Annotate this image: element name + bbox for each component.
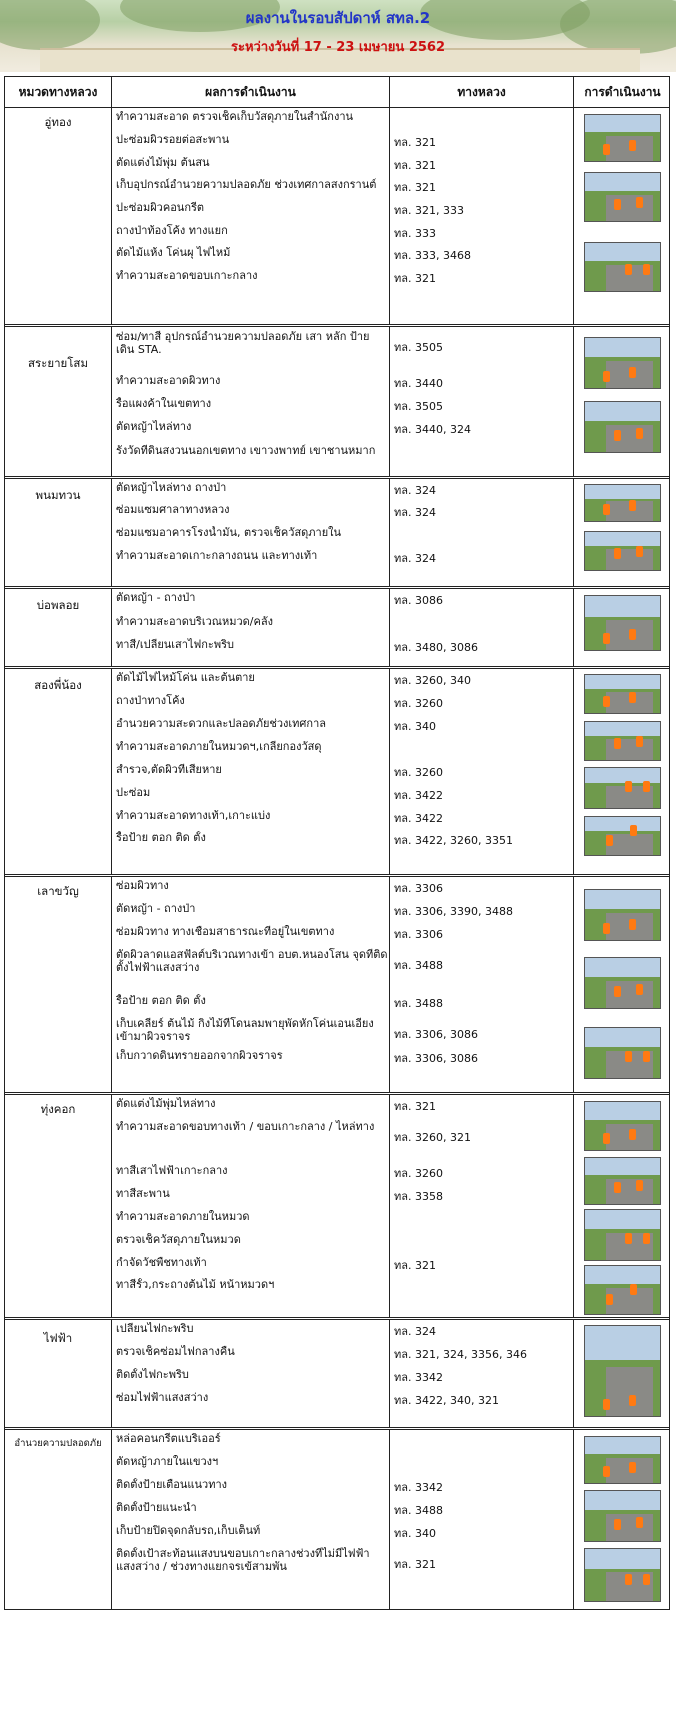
highway-number: ทล. 321	[394, 1558, 436, 1571]
highway-number: ทล. 3422, 3260, 3351	[394, 834, 513, 847]
task-text: ตัดหญ้าภายในแขวงฯ	[116, 1455, 219, 1468]
task-text: รื้อแผงค้าในเขตทาง	[116, 397, 212, 410]
task-text: ตัดหญ้า - ถางป่า	[116, 591, 196, 604]
task-text: ปะซ่อมผิวรอยต่อสะพาน	[116, 133, 230, 146]
task-text: ตัดไม้ไฟไหม้โค่น และต้นตาย	[116, 671, 255, 684]
highway-median-photo	[584, 484, 661, 522]
pole-painting-photo	[584, 1157, 661, 1205]
highway-cell	[390, 877, 574, 1092]
operation-photos-cell	[574, 1320, 671, 1427]
task-text: ทำความสะอาดภายในหมวดฯ,เกลี่ยกองวัสดุ	[116, 740, 322, 753]
task-text: รังวัดที่ดินสงวนนอกเขตทาง เขาวงพาทย์ เขาชานหมาก	[116, 444, 376, 457]
operation-photos-cell	[574, 327, 671, 476]
task-text: ทำความสะอาดบริเวณหมวด/คลัง	[116, 615, 273, 628]
highway-number: ทล. 340	[394, 720, 436, 733]
task-text: ตัดแต่งไม้พุ่ม ต้นสน	[116, 156, 210, 169]
district-cell	[5, 877, 112, 1092]
highway-number: ทล. 321	[394, 136, 436, 149]
highway-cell	[390, 589, 574, 666]
highway-number: ทล. 3488	[394, 1504, 443, 1517]
reflector-install-photo	[584, 1548, 661, 1602]
task-text: สำรวจ,ตัดผิวที่เสียหาย	[116, 763, 222, 776]
task-text: ตัดแต่งไม้พุ่มไหล่ทาง	[116, 1097, 216, 1110]
highway-number: ทล. 3260, 321	[394, 1131, 471, 1144]
result-cell	[112, 108, 390, 324]
task-text: ทำความสะอาดภายในหมวด	[116, 1210, 250, 1223]
task-text: ปะซ่อม	[116, 786, 151, 799]
task-text: ทาสีรั้ว,กระถางต้นไม้ หน้าหมวดฯ	[116, 1278, 275, 1291]
district-section	[5, 1430, 669, 1609]
operation-photos-cell	[574, 108, 671, 324]
task-text: ทำความสะอาดผิวทาง	[116, 374, 221, 387]
task-text: เก็บป้ายปิดจุดกลับรถ,เก็บเต็นท์	[116, 1524, 261, 1537]
highway-number: ทล. 3488	[394, 997, 443, 1010]
task-text: เปลี่ยนไฟกะพริบ	[116, 1322, 194, 1335]
district-cell	[5, 479, 112, 586]
compound-cleaning-photo	[584, 1209, 661, 1261]
road-grass-photo	[584, 957, 661, 1009]
task-text: ซ่อมแซมอาคารโรงน้ำมัน, ตรวจเช็ควัสดุภายใน	[116, 526, 342, 539]
task-text: ทำความสะอาดทางเท้า,เกาะแบ่ง	[116, 809, 271, 822]
highway-number: ทล. 321, 333	[394, 204, 464, 217]
highway-cell	[390, 1320, 574, 1427]
rural-road-photo	[584, 889, 661, 941]
district-name: เลาขวัญ	[37, 884, 79, 898]
result-cell	[112, 327, 390, 476]
task-text: ตัดไม้แห้ง โค่นผุ ไฟไหม้	[116, 246, 231, 259]
highway-number: ทล. 340	[394, 1527, 436, 1540]
task-text: ตรวจเช็คซ่อมไฟกลางคืน	[116, 1345, 235, 1358]
operation-photos-cell	[574, 1430, 671, 1609]
district-name: สองพี่น้อง	[34, 678, 82, 692]
table-body	[5, 108, 669, 1609]
district-section	[5, 877, 669, 1095]
highway-number: ทล. 321	[394, 1259, 436, 1272]
task-text: ทำความสะอาดขอบเกาะกลาง	[116, 269, 258, 282]
task-text: ตัดผิวลาดแอสฟัลต์บริเวณทางเข้า อบต.หนองโสน จุดที่ติดตั้งไฟฟ้าแสงสว่าง	[116, 948, 388, 974]
highway-number: ทล. 3480, 3086	[394, 641, 478, 654]
highway-cell	[390, 108, 574, 324]
pavement-cutting-photo	[584, 767, 661, 809]
highway-number: ทล. 3260, 340	[394, 674, 471, 687]
page-title: ผลงานในรอบสัปดาห์ สทล.2	[245, 9, 431, 27]
result-cell	[112, 479, 390, 586]
task-text: ซ่อม/ทาสี อุปกรณ์อำนวยความปลอดภัย เสา หลัก ป้าย เดิน STA.	[116, 330, 370, 356]
operation-photos-cell	[574, 877, 671, 1092]
highway-number: ทล. 321, 324, 3356, 346	[394, 1348, 527, 1361]
district-cell	[5, 1095, 112, 1317]
chevron-sign-photo	[584, 1436, 661, 1484]
highway-number: ทล. 321	[394, 181, 436, 194]
highway-number: ทล. 3306, 3086	[394, 1052, 478, 1065]
district-cell	[5, 327, 112, 476]
sign-install-photo	[584, 1490, 661, 1542]
district-name: ไฟฟ้า	[43, 1331, 73, 1345]
highway-number: ทล. 333	[394, 227, 436, 240]
task-text: ซ่อมผิวทาง	[116, 879, 169, 892]
highway-cell	[390, 669, 574, 874]
district-name: ทุ่งคอก	[40, 1102, 76, 1116]
highway-number: ทล. 3260	[394, 1167, 443, 1180]
highway-number: ทล. 3505	[394, 341, 443, 354]
highway-number: ทล. 3440, 324	[394, 423, 471, 436]
highway-number: ทล. 3422	[394, 789, 443, 802]
highway-cell	[390, 1430, 574, 1609]
highway-cell	[390, 479, 574, 586]
district-section	[5, 1095, 669, 1320]
result-cell	[112, 669, 390, 874]
workers-roadside-photo	[584, 242, 661, 292]
district-name: สระยายโสม	[27, 356, 89, 370]
task-text: ปะซ่อมผิวคอนกรีต	[116, 201, 205, 214]
task-text: ถางป่าท้องโค้ง ทางแยก	[116, 224, 228, 237]
highway-number: ทล. 3260	[394, 766, 443, 779]
task-text: เก็บกวาดดินทรายออกจากผิวจราจร	[116, 1049, 283, 1062]
highway-number: ทล. 3306, 3086	[394, 1028, 478, 1041]
highway-number: ทล. 3505	[394, 400, 443, 413]
task-text: ซ่อมผิวทาง ทางเชื่อมสาธารณะที่อยู่ในเขตทาง	[116, 925, 335, 938]
district-section	[5, 327, 669, 479]
task-text: กำจัดวัชพืชทางเท้า	[116, 1256, 207, 1269]
task-text: ติดตั้งป้ายแนะนำ	[116, 1501, 197, 1514]
highway-number: ทล. 3488	[394, 959, 443, 972]
district-name: อำนวยความปลอดภัย	[14, 1438, 102, 1449]
task-text: ทาสีสะพาน	[116, 1187, 170, 1200]
task-text: ซ่อมไฟฟ้าแสงสว่าง	[116, 1391, 209, 1404]
column-header-highway: ทางหลวง	[390, 77, 574, 107]
highway-number: ทล. 3086	[394, 594, 443, 607]
highway-number: ทล. 333, 3468	[394, 249, 471, 262]
highway-number: ทล. 3342	[394, 1481, 443, 1494]
highway-number: ทล. 3306, 3390, 3488	[394, 905, 513, 918]
district-section	[5, 479, 669, 589]
highway-number: ทล. 324	[394, 484, 436, 497]
operation-photos-cell	[574, 479, 671, 586]
road-shoulder-photo	[584, 172, 661, 222]
task-text: เก็บเคลียร์ ต้นไม้ กิ่งไม้ที่โดนลมพายุพัดหักโค่นเอนเอียงเข้ามาผิวจราจร	[116, 1017, 374, 1043]
result-cell	[112, 589, 390, 666]
district-cell	[5, 1430, 112, 1609]
district-name: อู่ทอง	[44, 115, 72, 129]
table-header	[5, 77, 669, 108]
highway-number: ทล. 3422	[394, 812, 443, 825]
district-section	[5, 589, 669, 669]
district-name: พนมทวน	[35, 488, 81, 502]
sidewalk-weeding-photo	[584, 1265, 661, 1315]
task-text: ซ่อมแซมศาลาทางหลวง	[116, 503, 230, 516]
highway-number: ทล. 3306	[394, 882, 443, 895]
highway-number: ทล. 3422, 340, 321	[394, 1394, 499, 1407]
result-cell	[112, 877, 390, 1092]
highway-cell	[390, 327, 574, 476]
result-cell	[112, 1095, 390, 1317]
highway-number: ทล. 3260	[394, 697, 443, 710]
highway-number: ทล. 324	[394, 506, 436, 519]
column-header-result: ผลการดำเนินงาน	[112, 77, 390, 107]
highway-number: ทล. 321	[394, 159, 436, 172]
task-text: ตัดหญ้าไหล่ทาง	[116, 420, 192, 433]
highway-cleaning-photo	[584, 531, 661, 571]
district-cell	[5, 669, 112, 874]
district-cell	[5, 1320, 112, 1427]
tree-cutting-photo	[584, 674, 661, 714]
task-text: ทำความสะอาดเกาะกลางถนน และทางเท้า	[116, 549, 318, 562]
highway-number: ทล. 3342	[394, 1371, 443, 1384]
page-header	[0, 0, 676, 72]
highway-number: ทล. 321	[394, 272, 436, 285]
column-header-district: หมวดทางหลวง	[5, 77, 112, 107]
district-section	[5, 1320, 669, 1430]
task-text: อำนวยความสะดวกและปลอดภัยช่วงเทศกาล	[116, 717, 326, 730]
task-text: ติดตั้งป้ายเตือนแนวทาง	[116, 1478, 228, 1491]
safety-cones-photo	[584, 816, 661, 856]
brush-clearing-photo	[584, 595, 661, 651]
task-text: เก็บอุปกรณ์อำนวยความปลอดภัย ช่วงเทศกาลสงกรานต์	[116, 178, 377, 191]
task-text: ทำความสะอาดขอบทางเท้า / ขอบเกาะกลาง / ไหล่ทาง	[116, 1120, 375, 1133]
task-text: ทาสีเสาไฟฟ้าเกาะกลาง	[116, 1164, 228, 1177]
workers-repair-photo	[584, 337, 661, 389]
task-text: รื้อป้าย ตอก ติด ตั้ง	[116, 994, 206, 1007]
roadside-work-photo	[584, 721, 661, 761]
district-name: บ่อพลอย	[36, 598, 80, 612]
task-text: ติดตั้งเป้าสะท้อนแสงบนขอบเกาะกลางช่วงที่ไม่มีไฟฟ้าแสงสว่าง / ช่วงทางแยกจรเข้สามพัน	[116, 1547, 370, 1573]
operation-photos-cell	[574, 589, 671, 666]
highway-number: ทล. 3440	[394, 377, 443, 390]
highway-number: ทล. 324	[394, 1325, 436, 1338]
highway-number: ทล. 324	[394, 552, 436, 565]
district-cell	[5, 108, 112, 324]
task-text: ตัดหญ้า - ถางป่า	[116, 902, 196, 915]
report-table	[4, 76, 670, 1610]
task-text: ถางป่าทางโค้ง	[116, 694, 185, 707]
highway-cell	[390, 1095, 574, 1317]
operation-photos-cell	[574, 1095, 671, 1317]
task-text: หล่อคอนกรีตแบริเออร์	[116, 1432, 221, 1445]
task-text: ตรวจเช็ควัสดุภายในหมวด	[116, 1233, 241, 1246]
column-header-operation: การดำเนินงาน	[584, 85, 661, 99]
district-section	[5, 108, 669, 327]
flower-median-photo	[584, 1101, 661, 1151]
operation-photos-cell	[574, 669, 671, 874]
asphalt-roller-photo	[584, 1027, 661, 1079]
page-subtitle: ระหว่างวันที่ 17 - 23 เมษายน 2562	[230, 40, 445, 55]
highway-number: ทล. 3306	[394, 928, 443, 941]
street-lamp-photo	[584, 1325, 661, 1417]
highway-number: ทล. 3358	[394, 1190, 443, 1203]
task-text: รื้อป้าย ตอก ติด ตั้ง	[116, 831, 206, 844]
result-cell	[112, 1320, 390, 1427]
result-cell	[112, 1430, 390, 1609]
workers-cleaning-photo	[584, 114, 661, 162]
district-section	[5, 669, 669, 877]
task-text: ติดตั้งไฟกะพริบ	[116, 1368, 189, 1381]
district-cell	[5, 589, 112, 666]
task-text: ตัดหญ้าไหล่ทาง ถางป่า	[116, 481, 227, 494]
task-text: ทำความสะอาด ตรวจเช็คเก็บวัสดุภายในสำนักงาน	[116, 110, 354, 123]
grass-cutting-photo	[584, 401, 661, 453]
highway-number: ทล. 321	[394, 1100, 436, 1113]
task-text: ทาสี/เปลี่ยนเสาไฟกะพริบ	[116, 638, 234, 651]
